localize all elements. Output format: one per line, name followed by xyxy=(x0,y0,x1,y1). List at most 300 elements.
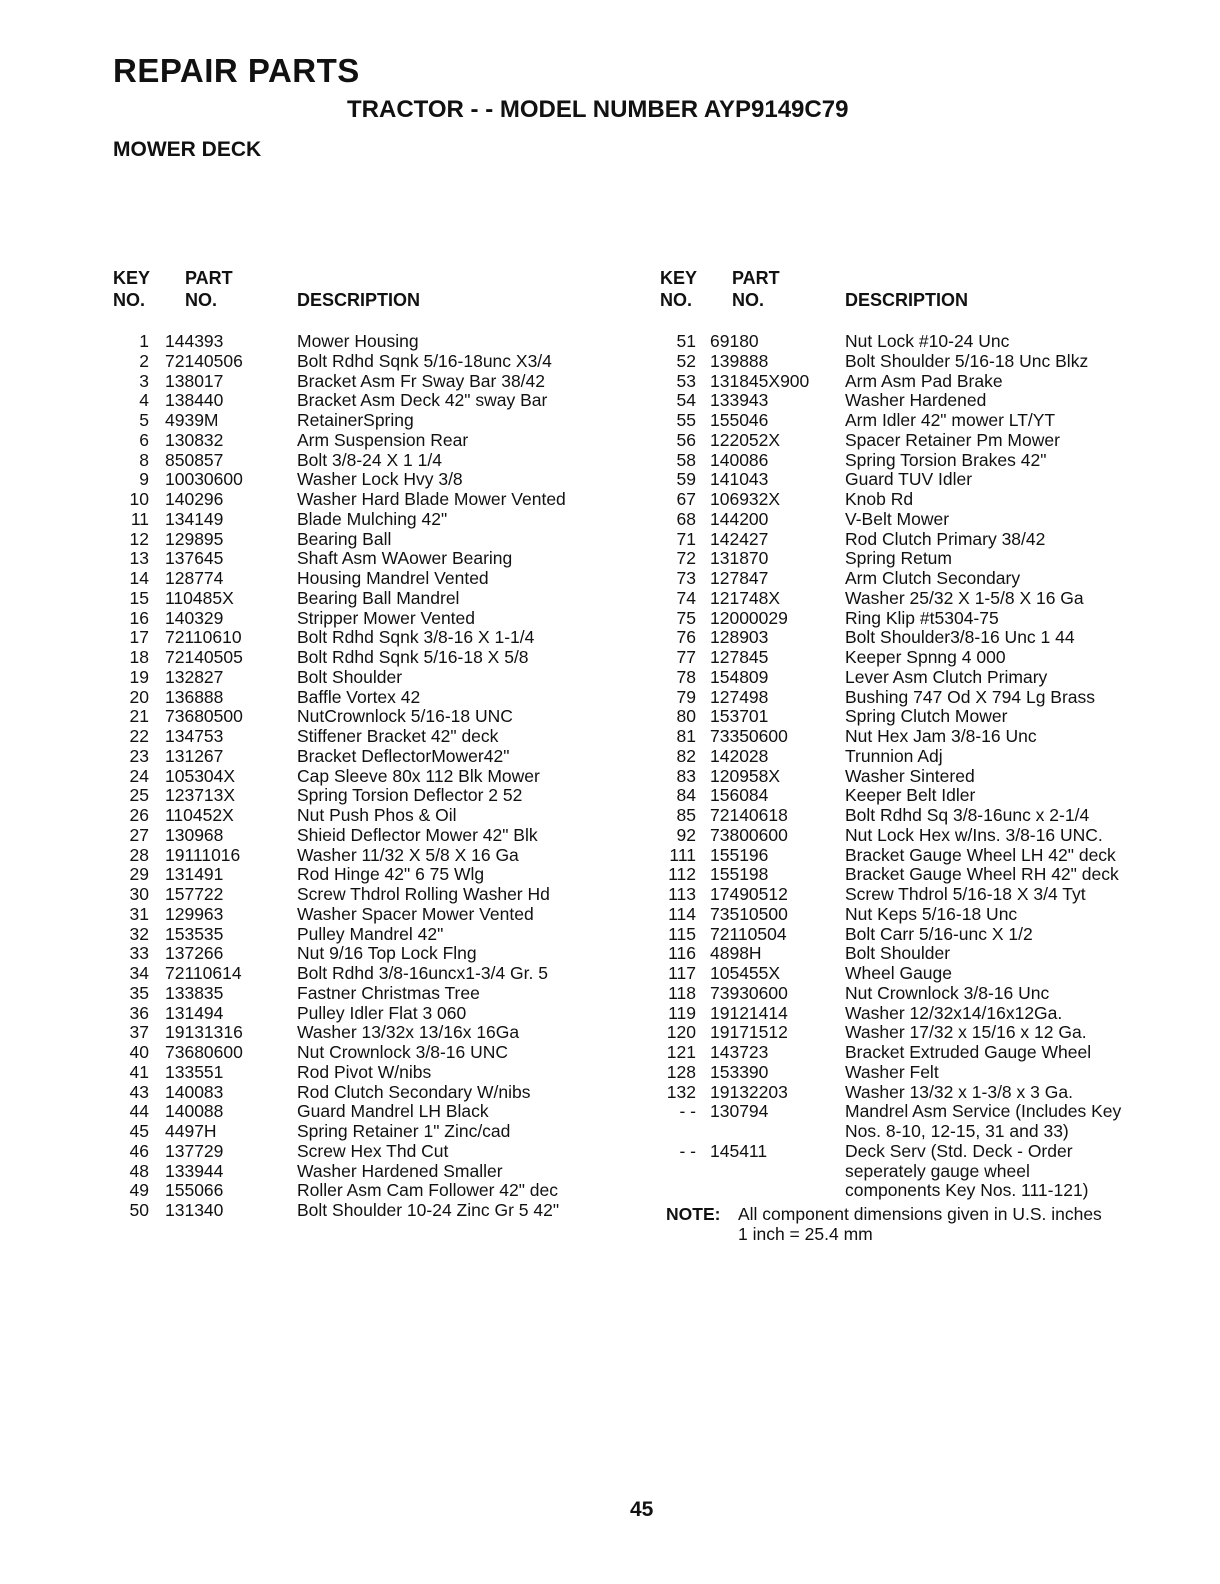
part-number: 122052X xyxy=(710,429,781,450)
table-row xyxy=(660,549,1180,569)
table-row xyxy=(113,984,613,1004)
table-row xyxy=(660,1004,1180,1024)
table-row xyxy=(660,964,1180,984)
part-description: Washer Hardened Smaller xyxy=(297,1160,503,1181)
part-number: 105455X xyxy=(710,963,781,983)
note-line-2: 1 inch = 25.4 mm xyxy=(738,1224,873,1244)
part-number: 10030600 xyxy=(165,469,243,490)
table-row xyxy=(660,846,1180,866)
table-row xyxy=(660,648,1180,668)
part-description: Nut Push Phos & Oil xyxy=(297,805,457,825)
part-number: 140083 xyxy=(165,1081,224,1102)
key-number: 71 xyxy=(676,528,696,549)
part-number: 140086 xyxy=(710,449,769,470)
part-number: 72110504 xyxy=(710,923,787,944)
part-description: Spring Retainer 1" Zinc/cad xyxy=(297,1121,511,1141)
parts-list-right xyxy=(660,332,1180,1201)
part-number: 73930600 xyxy=(710,982,788,1003)
table-row xyxy=(113,431,613,451)
part-description: Fastner Christmas Tree xyxy=(297,982,480,1003)
part-description: Bolt Carr 5/16-unc X 1/2 xyxy=(845,923,1033,944)
part-description: Arm Clutch Secondary xyxy=(845,568,1021,588)
part-description: Washer 17/32 x 15/16 x 12 Ga. xyxy=(845,1022,1087,1043)
key-number: 6 xyxy=(139,429,149,450)
part-description: Washer 13/32x 13/16x 16Ga xyxy=(297,1022,520,1043)
table-row xyxy=(660,372,1180,392)
key-number: 43 xyxy=(129,1081,149,1102)
key-number: 52 xyxy=(676,350,696,371)
key-number: 40 xyxy=(129,1042,149,1062)
part-number: 144200 xyxy=(710,508,769,529)
table-row xyxy=(660,747,1180,767)
part-description: Bracket DeflectorMower42" xyxy=(297,745,510,766)
table-row xyxy=(113,352,613,372)
key-number: 78 xyxy=(676,666,696,687)
key-number: 92 xyxy=(676,824,696,845)
table-row xyxy=(113,826,613,846)
part-number: 130794 xyxy=(710,1101,769,1122)
part-number: 19132203 xyxy=(710,1081,788,1102)
part-description: Spacer Retainer Pm Mower xyxy=(845,429,1060,450)
part-description: Bolt Rdhd Sqnk 5/16-18unc X3/4 xyxy=(297,350,552,371)
part-description: Nut Crownlock 3/8-16 UNC xyxy=(297,1042,509,1062)
part-description: Bolt Rdhd Sqnk 3/8-16 X 1-1/4 xyxy=(297,627,535,648)
part-number: 110452X xyxy=(165,805,234,825)
table-row xyxy=(660,707,1180,727)
table-row xyxy=(113,372,613,392)
key-number: - - xyxy=(679,1140,696,1161)
table-row xyxy=(113,944,613,964)
table-row xyxy=(660,1043,1180,1063)
key-number: 20 xyxy=(129,686,149,707)
table-row xyxy=(660,628,1180,648)
key-number: 114 xyxy=(668,903,696,924)
part-description: Rod Clutch Secondary W/nibs xyxy=(297,1081,531,1102)
key-number: 81 xyxy=(676,726,696,746)
part-description: Washer Felt xyxy=(845,1061,939,1082)
table-row xyxy=(660,1181,1180,1201)
header-key-no: NO. xyxy=(113,290,146,310)
key-number: 117 xyxy=(668,963,696,983)
key-number: 34 xyxy=(129,963,149,983)
part-description: Shieid Deflector Mower 42" Blk xyxy=(297,824,538,845)
table-row xyxy=(113,490,613,510)
table-row xyxy=(113,846,613,866)
table-row xyxy=(113,1023,613,1043)
part-number: 139888 xyxy=(710,350,769,371)
table-row xyxy=(660,925,1180,945)
header-key-no: NO. xyxy=(660,290,693,310)
key-number: 75 xyxy=(676,607,696,628)
table-row xyxy=(113,411,613,431)
table-row xyxy=(113,530,613,550)
part-number: 154809 xyxy=(710,666,769,687)
part-description: Bolt Shoulder 5/16-18 Unc Blkz xyxy=(845,350,1089,371)
key-number: 17 xyxy=(129,627,149,648)
part-description: Spring Torsion Deflector 2 52 xyxy=(297,785,523,806)
part-number: 131267 xyxy=(165,745,224,766)
table-row xyxy=(113,1162,613,1182)
part-number: 131491 xyxy=(165,864,224,885)
table-row xyxy=(660,589,1180,609)
table-row xyxy=(660,806,1180,826)
part-description: Washer 12/32x14/16x12Ga. xyxy=(845,1002,1063,1023)
part-description: Spring Clutch Mower xyxy=(845,706,1008,727)
parts-list-left xyxy=(113,332,613,1221)
key-number: 51 xyxy=(676,331,696,351)
part-description: Arm Idler 42" mower LT/YT xyxy=(845,410,1056,430)
part-number: 155066 xyxy=(165,1180,224,1201)
part-number: 127847 xyxy=(710,568,769,588)
part-description: Bearing Ball xyxy=(297,528,392,549)
part-description: Bushing 747 Od X 794 Lg Brass xyxy=(845,686,1096,707)
key-number: 8 xyxy=(139,449,149,470)
part-number: 145411 xyxy=(710,1140,768,1161)
table-row xyxy=(660,609,1180,629)
table-row xyxy=(660,767,1180,787)
table-row xyxy=(113,727,613,747)
part-number: 156084 xyxy=(710,785,769,806)
part-number: 73680500 xyxy=(165,706,243,727)
key-number: 44 xyxy=(129,1101,149,1122)
key-number: 27 xyxy=(129,824,149,845)
part-number: 143723 xyxy=(710,1042,769,1062)
part-number: 123713X xyxy=(165,785,236,806)
key-number: 14 xyxy=(129,568,149,588)
table-row xyxy=(660,1102,1180,1122)
key-number: 120 xyxy=(666,1022,696,1043)
part-number: 129895 xyxy=(165,528,224,549)
part-description: Bolt Shoulder 10-24 Zinc Gr 5 42" xyxy=(297,1200,560,1220)
part-description: Arm Asm Pad Brake xyxy=(845,370,1003,391)
part-description: Bracket Extruded Gauge Wheel xyxy=(845,1042,1092,1062)
table-row xyxy=(660,944,1180,964)
part-description: Bolt 3/8-24 X 1 1/4 xyxy=(297,449,442,470)
part-number: 133943 xyxy=(710,390,769,411)
part-number: 137645 xyxy=(165,548,224,569)
part-number: 128903 xyxy=(710,627,769,648)
key-number: 33 xyxy=(129,943,149,964)
part-number: 133944 xyxy=(165,1160,224,1181)
key-number: 73 xyxy=(676,568,696,588)
key-number: 116 xyxy=(668,943,696,964)
table-row xyxy=(113,648,613,668)
part-description: Guard Mandrel LH Black xyxy=(297,1101,489,1122)
table-row xyxy=(113,1181,613,1201)
header-key: KEY xyxy=(660,268,698,288)
part-number: 137266 xyxy=(165,943,224,964)
key-number: 1 xyxy=(139,331,149,351)
part-description: Screw Hex Thd Cut xyxy=(297,1140,449,1161)
table-row xyxy=(113,806,613,826)
key-number: 121 xyxy=(666,1042,696,1062)
part-number: 133551 xyxy=(165,1061,224,1082)
part-number: 17490512 xyxy=(710,884,788,904)
table-row xyxy=(660,391,1180,411)
part-description: Nos. 8-10, 12-15, 31 and 33) xyxy=(845,1121,1069,1141)
part-number: 105304X xyxy=(165,765,236,786)
part-description: Nut Crownlock 3/8-16 Unc xyxy=(845,982,1050,1003)
key-number: 16 xyxy=(129,607,149,628)
part-number: 69180 xyxy=(710,331,759,351)
part-description: Nut Lock #10-24 Unc xyxy=(845,331,1010,351)
key-number: 118 xyxy=(668,982,696,1003)
key-number: 48 xyxy=(129,1160,149,1181)
key-number: 24 xyxy=(129,765,149,786)
table-row xyxy=(660,1162,1180,1182)
part-description: Bracket Gauge Wheel RH 42" deck xyxy=(845,864,1119,885)
header-key: KEY xyxy=(113,268,151,288)
header-description: DESCRIPTION xyxy=(297,290,421,310)
part-number: 155198 xyxy=(710,864,769,885)
table-row xyxy=(113,1122,613,1142)
table-row xyxy=(660,668,1180,688)
key-number: 12 xyxy=(129,528,149,549)
part-number: 19131316 xyxy=(165,1022,243,1043)
part-description: Keeper Belt Idler xyxy=(845,785,976,806)
key-number: 56 xyxy=(676,429,696,450)
table-row xyxy=(113,865,613,885)
part-description: Nut Keps 5/16-18 Unc xyxy=(845,903,1018,924)
table-row xyxy=(113,628,613,648)
part-description: Screw Thdrol Rolling Washer Hd xyxy=(297,884,550,904)
key-number: 112 xyxy=(668,864,696,885)
key-number: 59 xyxy=(676,469,696,490)
table-row xyxy=(113,925,613,945)
key-number: 115 xyxy=(668,923,696,944)
part-number: 138017 xyxy=(165,370,224,391)
key-number: - - xyxy=(679,1101,696,1122)
part-description: Spring Torsion Brakes 42" xyxy=(845,449,1047,470)
note-label: NOTE: xyxy=(666,1204,721,1224)
part-number: 120958X xyxy=(710,765,781,786)
key-number: 19 xyxy=(129,666,149,687)
part-description: Pulley Mandrel 42" xyxy=(297,923,444,944)
part-number: 121748X xyxy=(710,587,781,608)
key-number: 83 xyxy=(676,765,696,786)
part-description: Washer 13/32 x 1-3/8 x 3 Ga. xyxy=(845,1081,1073,1102)
table-row xyxy=(113,332,613,352)
part-description: seperately gauge wheel xyxy=(845,1160,1030,1181)
table-row xyxy=(660,1083,1180,1103)
key-number: 25 xyxy=(129,785,149,806)
table-row xyxy=(113,1142,613,1162)
part-description: V-Belt Mower xyxy=(845,508,950,529)
table-row xyxy=(113,609,613,629)
key-number: 119 xyxy=(668,1002,696,1023)
key-number: 21 xyxy=(129,706,149,727)
part-description: Bolt Shoulder xyxy=(297,666,403,687)
table-row xyxy=(113,1063,613,1083)
table-row xyxy=(113,747,613,767)
table-row xyxy=(660,470,1180,490)
table-row xyxy=(660,411,1180,431)
table-row xyxy=(113,549,613,569)
part-description: Nut Hex Jam 3/8-16 Unc xyxy=(845,726,1037,746)
part-description: Bolt Shoulder3/8-16 Unc 1 44 xyxy=(845,627,1075,648)
part-description: Cap Sleeve 80x 112 Blk Mower xyxy=(297,765,540,786)
key-number: 50 xyxy=(129,1200,149,1220)
part-description: Nut 9/16 Top Lock Flng xyxy=(297,943,477,964)
part-number: 72140506 xyxy=(165,350,243,371)
key-number: 15 xyxy=(129,587,149,608)
part-number: 153701 xyxy=(710,706,769,727)
part-description: Mower Housing xyxy=(297,331,419,351)
table-row xyxy=(660,786,1180,806)
key-number: 10 xyxy=(129,489,149,509)
table-row xyxy=(660,727,1180,747)
part-description: RetainerSpring xyxy=(297,410,414,430)
part-description: Washer Spacer Mower Vented xyxy=(297,903,534,924)
part-number: 73800600 xyxy=(710,824,788,845)
key-number: 9 xyxy=(139,469,149,490)
part-number: 19121414 xyxy=(710,1002,788,1023)
key-number: 3 xyxy=(139,370,149,391)
table-row xyxy=(113,905,613,925)
part-description: Rod Hinge 42" 6 75 Wlg xyxy=(297,864,485,885)
table-row xyxy=(660,1122,1180,1142)
part-description: Washer Hard Blade Mower Vented xyxy=(297,489,566,509)
part-description: Blade Mulching 42" xyxy=(297,508,448,529)
part-description: Washer Lock Hvy 3/8 xyxy=(297,469,463,490)
key-number: 46 xyxy=(129,1140,149,1161)
part-number: 144393 xyxy=(165,331,224,351)
note xyxy=(660,1205,1180,1245)
page-title: REPAIR PARTS xyxy=(113,52,360,89)
table-row xyxy=(660,826,1180,846)
key-number: 35 xyxy=(129,982,149,1003)
header-part: PART xyxy=(185,268,233,288)
key-number: 68 xyxy=(676,508,696,529)
key-number: 54 xyxy=(676,390,696,411)
table-row xyxy=(660,510,1180,530)
table-row xyxy=(113,885,613,905)
key-number: 111 xyxy=(669,844,696,865)
part-description: components Key Nos. 111-121) xyxy=(845,1180,1089,1201)
parts-table-right xyxy=(660,266,1180,1245)
part-number: 131340 xyxy=(165,1200,224,1220)
part-number: 136888 xyxy=(165,686,224,707)
part-description: Bolt Rdhd 3/8-16uncx1-3/4 Gr. 5 xyxy=(297,963,548,983)
key-number: 28 xyxy=(129,844,149,865)
part-description: Bracket Asm Fr Sway Bar 38/42 xyxy=(297,370,546,391)
key-number: 55 xyxy=(676,410,696,430)
key-number: 5 xyxy=(139,410,149,430)
part-number: 131845X900 xyxy=(710,370,810,391)
header-description: DESCRIPTION xyxy=(845,290,969,310)
table-row xyxy=(660,332,1180,352)
key-number: 22 xyxy=(129,726,149,746)
part-number: 72110610 xyxy=(165,627,242,648)
key-number: 53 xyxy=(676,370,696,391)
table-header xyxy=(660,266,1180,332)
note-line-1: All component dimensions given in U.S. inches xyxy=(738,1204,1102,1224)
part-description: Washer 11/32 X 5/8 X 16 Ga xyxy=(297,844,519,865)
table-row xyxy=(660,688,1180,708)
part-number: 73680600 xyxy=(165,1042,243,1062)
table-row xyxy=(660,885,1180,905)
table-row xyxy=(113,668,613,688)
key-number: 76 xyxy=(676,627,696,648)
table-row xyxy=(660,569,1180,589)
part-number: 155046 xyxy=(710,410,769,430)
part-description: Rod Pivot W/nibs xyxy=(297,1061,432,1082)
part-description: Bracket Asm Deck 42" sway Bar xyxy=(297,390,548,411)
key-number: 23 xyxy=(129,745,149,766)
table-row xyxy=(113,767,613,787)
part-description: Housing Mandrel Vented xyxy=(297,568,489,588)
part-number: 134753 xyxy=(165,726,224,746)
key-number: 72 xyxy=(676,548,696,569)
part-description: Bracket Gauge Wheel LH 42" deck xyxy=(845,844,1116,865)
key-number: 30 xyxy=(129,884,149,904)
part-number: 138440 xyxy=(165,390,224,411)
page-number: 45 xyxy=(630,1498,654,1521)
part-number: 134149 xyxy=(165,508,224,529)
header-part-no: NO. xyxy=(732,290,765,310)
part-number: 4898H xyxy=(710,943,762,964)
part-description: Nut Lock Hex w/Ins. 3/8-16 UNC. xyxy=(845,824,1103,845)
part-description: Pulley Idler Flat 3 060 xyxy=(297,1002,467,1023)
key-number: 67 xyxy=(676,489,696,509)
part-number: 73510500 xyxy=(710,903,788,924)
part-description: Baffle Vortex 42 xyxy=(297,686,421,707)
key-number: 49 xyxy=(129,1180,149,1201)
key-number: 58 xyxy=(676,449,696,470)
key-number: 36 xyxy=(129,1002,149,1023)
part-number: 142427 xyxy=(710,528,769,549)
table-row xyxy=(660,431,1180,451)
part-number: 132827 xyxy=(165,666,224,687)
part-description: Washer 25/32 X 1-5/8 X 16 Ga xyxy=(845,587,1084,608)
part-number: 129963 xyxy=(165,903,224,924)
table-row xyxy=(113,391,613,411)
part-number: 4497H xyxy=(165,1121,217,1141)
table-row xyxy=(660,865,1180,885)
key-number: 77 xyxy=(676,647,696,667)
part-description: Arm Suspension Rear xyxy=(297,429,469,450)
table-row xyxy=(113,470,613,490)
part-number: 142028 xyxy=(710,745,769,766)
key-number: 13 xyxy=(129,548,149,569)
part-number: 130968 xyxy=(165,824,224,845)
key-number: 113 xyxy=(668,884,696,904)
part-description: Guard TUV Idler xyxy=(845,469,973,490)
part-number: 131494 xyxy=(165,1002,224,1023)
table-row xyxy=(660,352,1180,372)
part-description: Washer Hardened xyxy=(845,390,987,411)
part-description: Spring Retum xyxy=(845,548,952,569)
key-number: 80 xyxy=(676,706,696,727)
part-description: Bolt Rdhd Sq 3/8-16unc x 2-1/4 xyxy=(845,805,1090,825)
table-row xyxy=(660,1023,1180,1043)
table-row xyxy=(113,1201,613,1221)
section-heading: MOWER DECK xyxy=(113,138,262,161)
part-description: NutCrownlock 5/16-18 UNC xyxy=(297,706,513,727)
part-description: Bolt Shoulder xyxy=(845,943,951,964)
part-number: 140329 xyxy=(165,607,224,628)
part-number: 153390 xyxy=(710,1061,769,1082)
part-description: Washer Sintered xyxy=(845,765,975,786)
table-row xyxy=(660,1063,1180,1083)
part-number: 850857 xyxy=(165,449,224,470)
key-number: 26 xyxy=(129,805,149,825)
table-row xyxy=(113,569,613,589)
table-row xyxy=(660,905,1180,925)
part-number: 110485X xyxy=(165,587,234,608)
key-number: 41 xyxy=(129,1061,149,1082)
table-row xyxy=(660,451,1180,471)
